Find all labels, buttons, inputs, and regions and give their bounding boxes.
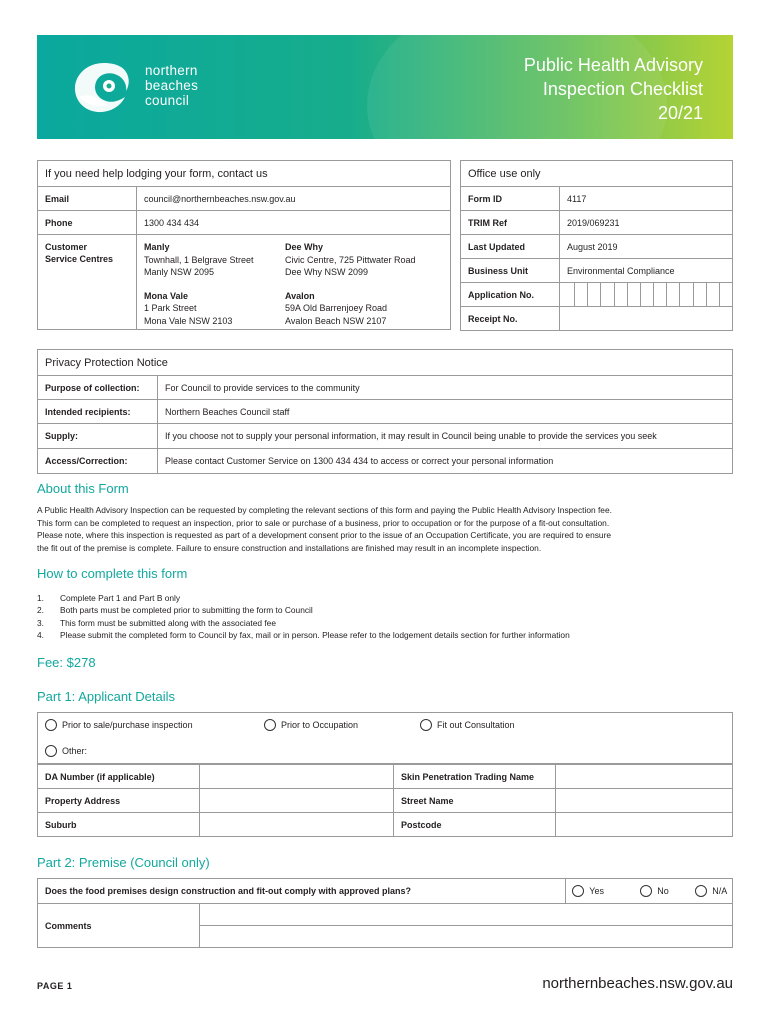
step-text: Both parts must be completed prior to submitting the form to Council: [60, 605, 313, 616]
centres-label-line1: Customer: [45, 242, 88, 252]
option-prior-occupation[interactable]: [264, 719, 358, 731]
about-title: About this Form: [37, 481, 129, 496]
option-prior-sale[interactable]: [45, 719, 193, 731]
fee-amount: Fee: $278: [37, 655, 96, 670]
centre-dee-why: [285, 241, 435, 279]
howto-title: How to complete this form: [37, 566, 188, 581]
footer-website[interactable]: northernbeaches.nsw.gov.au: [542, 975, 733, 992]
skin-penetration-input[interactable]: [556, 765, 733, 789]
privacy-row-value: Please contact Customer Service on 1300 434 434 to access or correct your personal information: [158, 449, 733, 474]
option-label: Prior to Occupation: [281, 720, 359, 730]
compliance-question: Does the food premises design construction and fit-out comply with approved plans?: [38, 879, 566, 904]
radio-circle-icon[interactable]: [420, 719, 432, 731]
centre-name: Avalon: [285, 290, 315, 301]
privacy-row-value: For Council to provide services to the community: [158, 376, 733, 400]
trim-ref-label: TRIM Ref: [461, 211, 560, 235]
title-line2: Inspection Checklist: [542, 79, 703, 99]
step-number: 4.: [37, 629, 44, 640]
last-updated-value: August 2019: [560, 235, 733, 259]
step-text: Please submit the completed form to Council by fax, mail or in person. Please refer to the lodgement details section for further information: [60, 629, 570, 640]
contact-table: [37, 160, 451, 330]
application-no-label: Application No.: [461, 283, 560, 307]
step-text: Complete Part 1 and Part B only: [60, 593, 181, 603]
option-label: No: [657, 886, 669, 896]
option-label: Prior to sale/purchase inspection: [62, 720, 193, 730]
radio-circle-icon[interactable]: [572, 885, 584, 897]
radio-circle-icon[interactable]: [45, 745, 57, 757]
form-id-value: 4117: [560, 187, 733, 211]
step-item: [37, 617, 570, 629]
skin-penetration-label: Skin Penetration Trading Name: [394, 765, 556, 789]
option-na[interactable]: [695, 885, 727, 897]
centre-address-line2: Avalon Beach NSW 2107: [285, 315, 387, 326]
comments-input-line1[interactable]: [200, 904, 733, 926]
step-number: 3.: [37, 617, 44, 628]
inspection-type-box: [37, 712, 733, 764]
receipt-no-label: Receipt No.: [461, 307, 560, 331]
centre-address-line1: 59A Old Barrenjoey Road: [285, 303, 388, 313]
centres-cell: [137, 235, 451, 330]
option-label: Other:: [62, 746, 88, 756]
centre-name: Manly: [144, 242, 170, 252]
trim-ref-value: 2019/069231: [560, 211, 733, 235]
centres-label: [38, 235, 137, 330]
compliance-options: [566, 879, 733, 904]
suburb-label: Suburb: [38, 813, 200, 837]
comments-label: Comments: [38, 904, 200, 948]
council-name: [145, 63, 198, 108]
page-number: PAGE 1: [37, 981, 73, 991]
part2-title: Part 2: Premise (Council only): [37, 855, 210, 870]
centre-name: Dee Why: [285, 242, 324, 252]
phone-value: 1300 434 434: [137, 211, 451, 235]
privacy-row-label: Intended recipients:: [38, 400, 158, 424]
office-caption: Office use only: [461, 161, 733, 187]
applicant-details-table: [37, 764, 733, 837]
centre-address-line2: Manly NSW 2095: [144, 267, 215, 277]
about-line: This form can be completed to request an inspection, prior to sale or purchase of a business, prior to occupation or for the purpose of a fit-out consultation.: [37, 517, 610, 528]
application-no-field[interactable]: [560, 283, 733, 307]
council-name-line3: council: [145, 93, 190, 108]
title-line3: 20/21: [657, 103, 703, 123]
privacy-caption: Privacy Protection Notice: [38, 350, 733, 376]
radio-circle-icon[interactable]: [45, 719, 57, 731]
option-label: N/A: [712, 886, 728, 896]
council-name-line1: northern: [145, 63, 198, 78]
option-label: Yes: [589, 886, 604, 896]
property-address-label: Property Address: [38, 789, 200, 813]
property-address-input[interactable]: [200, 789, 394, 813]
suburb-input[interactable]: [200, 813, 394, 837]
centre-address-line1: 1 Park Street: [144, 303, 197, 313]
postcode-input[interactable]: [556, 813, 733, 837]
step-item: [37, 604, 570, 616]
business-unit-value: Environmental Compliance: [560, 259, 733, 283]
postcode-label: Postcode: [394, 813, 556, 837]
header-banner: [37, 35, 733, 139]
centre-address-line2: Mona Vale NSW 2103: [144, 315, 233, 326]
about-line: the fit out of the premise is complete. Failure to ensure construction and installations are finished may result in an incomplete inspection.: [37, 542, 542, 553]
step-item: [37, 592, 570, 604]
privacy-row-value: If you choose not to supply your personal information, it may result in Council being unable to provide the services you seek: [158, 424, 733, 449]
howto-steps: [37, 592, 570, 641]
step-number: 1.: [37, 593, 44, 603]
centre-address-line1: Townhall, 1 Belgrave Street: [144, 254, 254, 265]
centre-avalon: [285, 290, 435, 328]
premise-table: [37, 878, 733, 948]
about-line: Please note, where this inspection is requested as part of a development consent prior to the issue of an Occupation Certificate, you are required to ensure: [37, 530, 612, 540]
option-label: Fit out Consultation: [437, 720, 515, 730]
council-name-line2: beaches: [145, 78, 199, 93]
council-logo-icon: [69, 57, 139, 117]
email-value[interactable]: council@northernbeaches.nsw.gov.au: [137, 187, 451, 211]
centres-label-line2: Service Centres: [45, 254, 114, 264]
step-number: 2.: [37, 605, 44, 616]
radio-circle-icon[interactable]: [695, 885, 707, 897]
option-fit-out[interactable]: [420, 719, 515, 731]
option-yes[interactable]: [572, 885, 640, 897]
document-title: [524, 53, 703, 125]
receipt-no-field[interactable]: [560, 307, 733, 331]
contact-caption: If you need help lodging your form, contact us: [38, 161, 451, 187]
last-updated-label: Last Updated: [461, 235, 560, 259]
centre-address-line2: Dee Why NSW 2099: [285, 267, 369, 277]
privacy-row-value: Northern Beaches Council staff: [158, 400, 733, 424]
step-text: This form must be submitted along with the associated fee: [60, 617, 276, 628]
phone-label: Phone: [38, 211, 137, 235]
centre-address-line1: Civic Centre, 725 Pittwater Road: [285, 254, 416, 265]
centre-manly: [144, 241, 285, 279]
privacy-row-label: Purpose of collection:: [38, 376, 158, 400]
privacy-table: [37, 349, 733, 474]
centre-mona-vale: [144, 290, 285, 328]
email-label: Email: [38, 187, 137, 211]
privacy-row-label: Access/Correction:: [38, 449, 158, 474]
about-line: A Public Health Advisory Inspection can be requested by completing the relevant sections of this form and paying the Public Health Advisory Inspection fee.: [37, 505, 612, 515]
da-number-label: DA Number (if applicable): [38, 765, 200, 789]
office-use-table: [460, 160, 733, 331]
option-no[interactable]: [640, 885, 695, 897]
street-name-label: Street Name: [394, 789, 556, 813]
option-other[interactable]: [45, 745, 87, 757]
about-paragraph: [37, 504, 733, 554]
part1-title: Part 1: Applicant Details: [37, 689, 176, 704]
comments-input-line2[interactable]: [200, 926, 733, 948]
street-name-input[interactable]: [556, 789, 733, 813]
radio-circle-icon[interactable]: [264, 719, 276, 731]
title-line1: Public Health Advisory: [523, 55, 703, 75]
da-number-input[interactable]: [200, 765, 394, 789]
centre-name: Mona Vale: [144, 290, 189, 301]
privacy-row-label: Supply:: [38, 424, 158, 449]
radio-circle-icon[interactable]: [640, 885, 652, 897]
form-id-label: Form ID: [461, 187, 560, 211]
business-unit-label: Business Unit: [461, 259, 560, 283]
step-item: [37, 629, 570, 641]
